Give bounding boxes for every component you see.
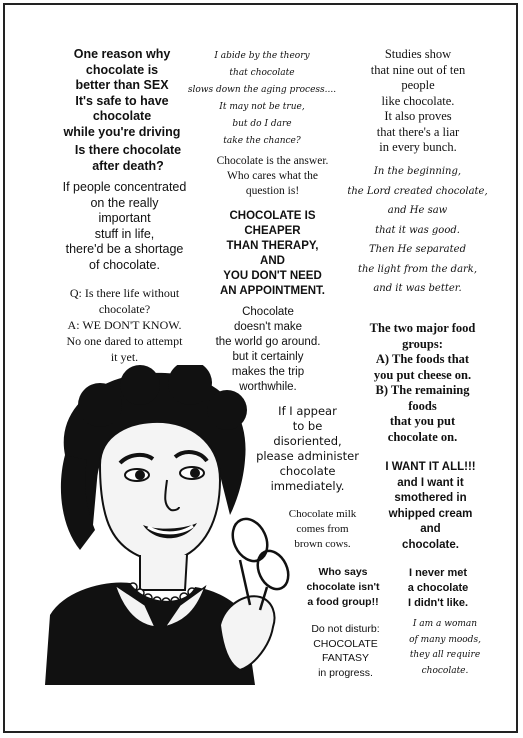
quote-fantasy: Do not disturb: CHOCOLATE FANTASY in progress. <box>311 623 380 679</box>
quote-life-without: Q: Is there life without chocolate? A: WE DON'T KNOW. No one dared to attempt it yet. <box>66 286 183 364</box>
quote-shortage: If people concentrated on the really important stuff in life, there'd be a shortage of chocolate. <box>62 180 187 272</box>
quote-aging: I abide by the theory that chocolate slows down the aging process.... It may not be true, but do I dare take the chance? <box>187 51 337 146</box>
quote-sex: One reason why chocolate is better than SEX It's safe to have chocolate while you're driving <box>63 47 181 139</box>
quote-brown-cows: Chocolate milk comes from brown cows. <box>288 508 357 550</box>
quote-never-met: I never met a chocolate I didn't like. <box>407 567 469 609</box>
quote-disoriented: If I appear to be disoriented, please administer chocolate immediately. <box>256 404 359 493</box>
quote-many-moods: I am a woman of many moods, they all require chocolate. <box>409 619 481 676</box>
quote-beginning: In the beginning, the Lord created chocolate, and He saw that it was good. Then He separated the light from the dark, and it was better. <box>347 166 488 294</box>
retro-woman-illustration <box>45 365 300 685</box>
quote-food-group: Who says chocolate isn't a food group!! <box>306 566 380 608</box>
quote-after-death: Is there chocolate after death? <box>74 143 182 173</box>
quote-two-food-groups: The two major food groups: A) The foods that you put cheese on. B) The remaining foods that you put chocolate on. <box>369 321 476 444</box>
quote-therapy: CHOCOLATE IS CHEAPER THAN THERAPY, AND YOU DON'T NEED AN APPOINTMENT. <box>220 210 325 297</box>
quote-studies: Studies show that nine out of ten people like chocolate. It also proves that there's a liar in every bunch. <box>370 47 466 154</box>
quote-world: Chocolate doesn't make the world go around. but it certainly makes the trip worthwhile. <box>215 306 321 393</box>
quote-answer: Chocolate is the answer. Who cares what the question is! <box>216 155 329 197</box>
quote-want-it-all: I WANT IT ALL!!! and I want it smothered in whipped cream and chocolate. <box>385 461 476 551</box>
